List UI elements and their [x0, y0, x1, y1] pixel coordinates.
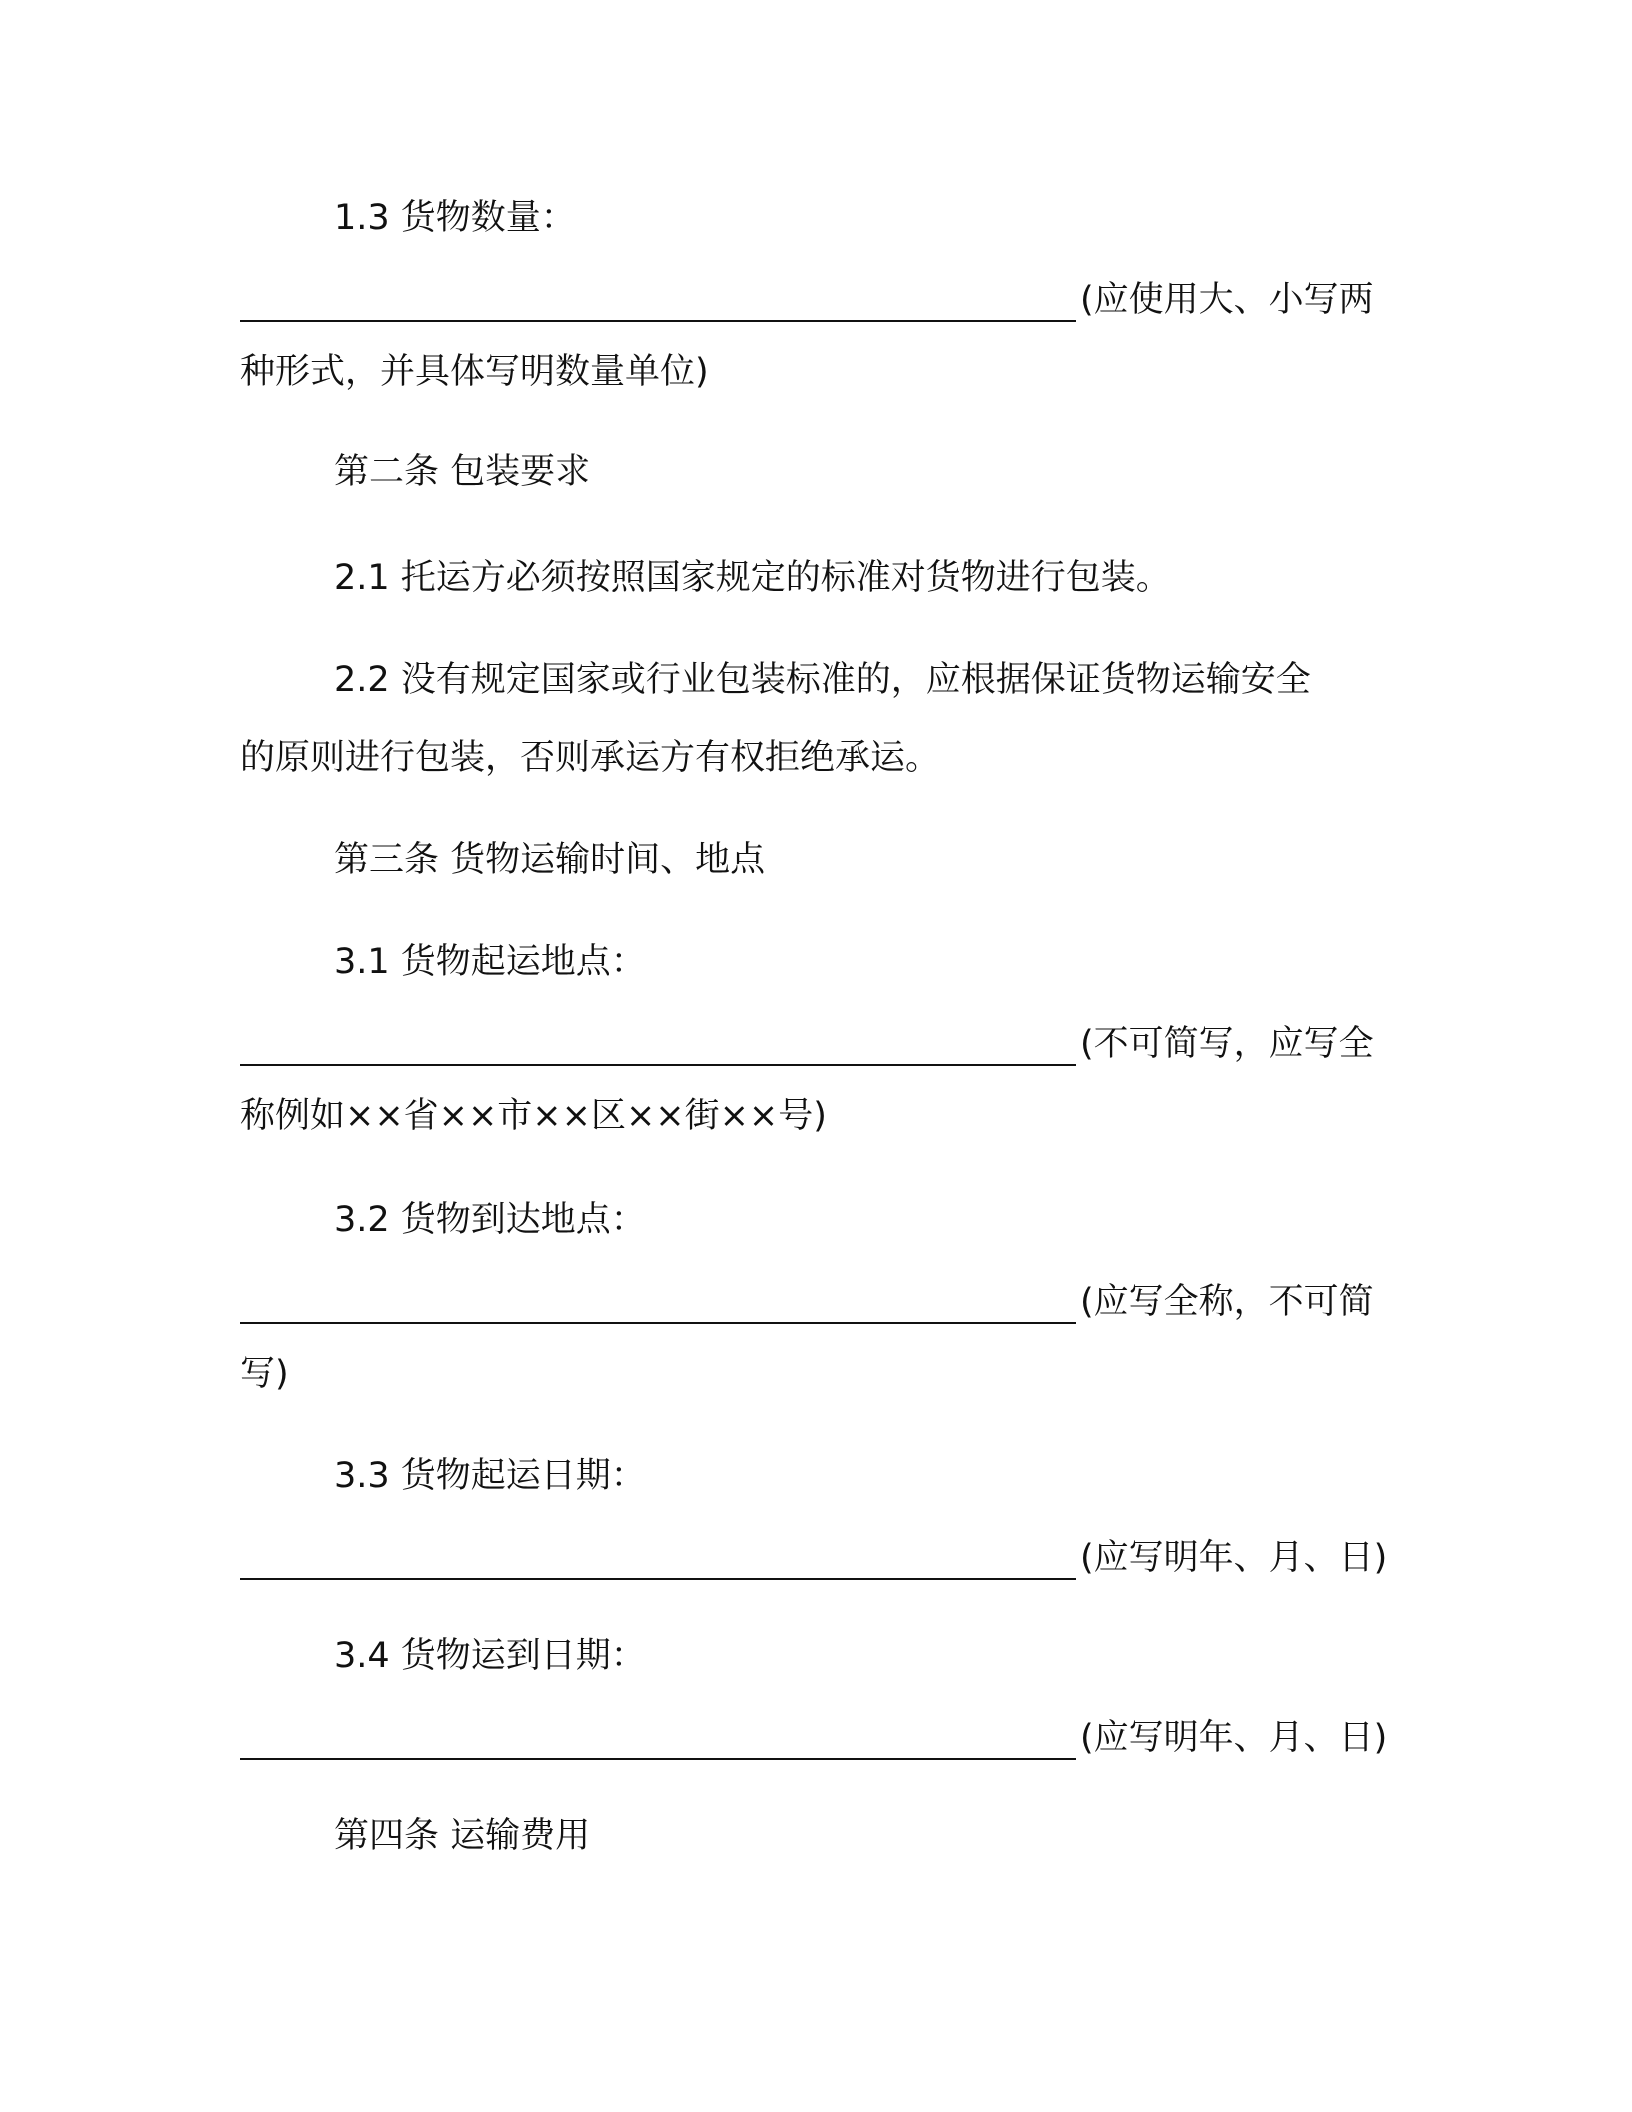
clause-3-2-fill-line	[240, 1280, 1374, 1324]
clause-3-1-note-continued: 称例如××省××市××区××街××号)	[240, 1096, 827, 1136]
clause-3-2-label: 3.2 货物到达地点：	[334, 1200, 646, 1240]
blank-underline[interactable]	[240, 1282, 1076, 1324]
clause-1-3-note-continued: 种形式，并具体写明数量单位)	[240, 352, 709, 392]
clause-3-1-note: (不可简写，应写全	[1080, 1024, 1374, 1064]
clause-3-4-note: (应写明年、月、日)	[1080, 1718, 1388, 1758]
clause-3-3-label: 3.3 货物起运日期：	[334, 1456, 646, 1496]
clause-2-2: 2.2 没有规定国家或行业包装标准的，应根据保证货物运输安全	[334, 660, 1311, 700]
blank-underline[interactable]	[240, 1024, 1076, 1066]
clause-3-1-label: 3.1 货物起运地点：	[334, 942, 646, 982]
article-3-title: 第三条 货物运输时间、地点	[334, 840, 766, 880]
clause-3-1-fill-line	[240, 1022, 1374, 1066]
article-4-title: 第四条 运输费用	[334, 1816, 591, 1856]
clause-3-4-fill-line	[240, 1716, 1387, 1760]
clause-2-1: 2.1 托运方必须按照国家规定的标准对货物进行包装。	[334, 558, 1171, 598]
clause-3-3-fill-line	[240, 1536, 1387, 1580]
clause-3-4-label: 3.4 货物运到日期：	[334, 1636, 646, 1676]
clause-3-2-note: (应写全称，不可简	[1080, 1282, 1374, 1322]
blank-underline[interactable]	[240, 280, 1076, 322]
article-2-title: 第二条 包装要求	[334, 452, 591, 492]
clause-3-3-note: (应写明年、月、日)	[1080, 1538, 1388, 1578]
clause-1-3-label: 1.3 货物数量：	[334, 198, 576, 238]
clause-1-3-note: (应使用大、小写两	[1080, 280, 1374, 320]
blank-underline[interactable]	[240, 1538, 1076, 1580]
clause-2-2-continued: 的原则进行包装，否则承运方有权拒绝承运。	[240, 738, 941, 778]
blank-underline[interactable]	[240, 1718, 1076, 1760]
clause-3-2-note-continued: 写)	[240, 1354, 289, 1394]
clause-1-3-fill-line	[240, 278, 1374, 322]
